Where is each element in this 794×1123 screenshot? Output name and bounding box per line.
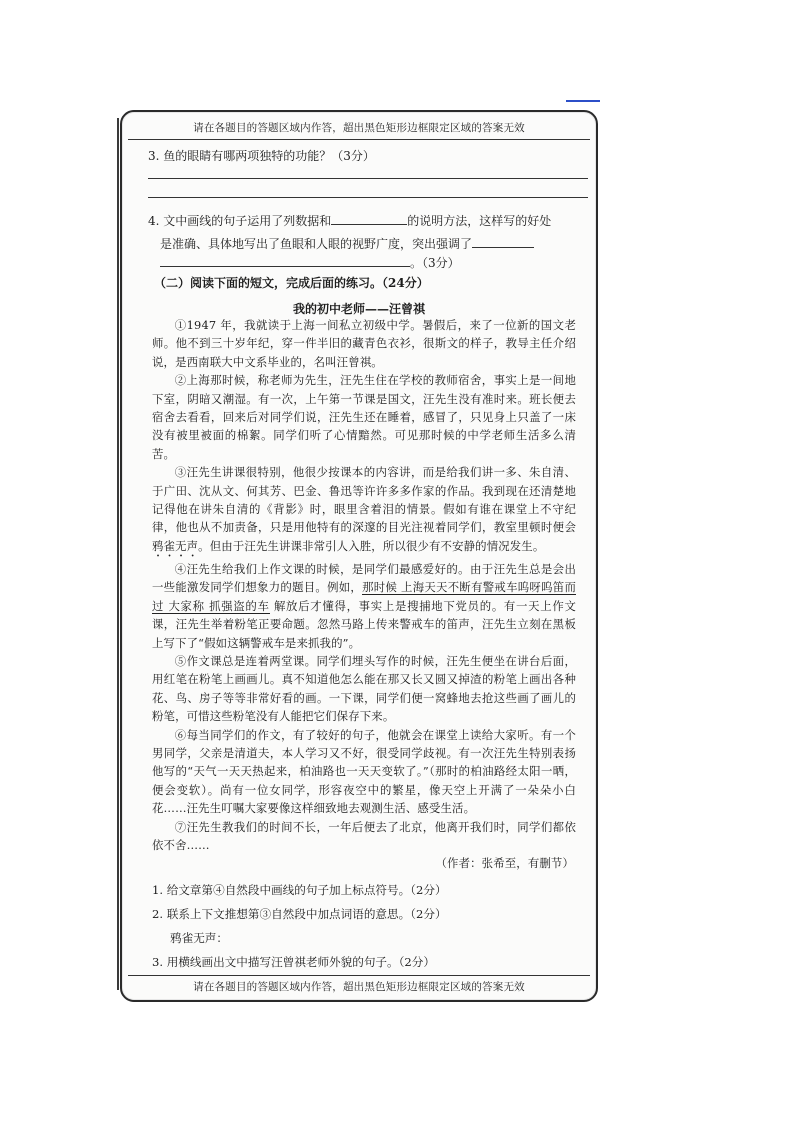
header-notice: 请在各题目的答题区域内作答，超出黑色矩形边框限定区域的答案无效 — [193, 122, 525, 134]
top-link-mark — [566, 100, 600, 102]
answer-line-q3-2[interactable] — [148, 197, 588, 198]
header-divider — [128, 139, 590, 140]
dotted-term: 鸦雀无声 — [152, 538, 199, 553]
question-4-line-2 — [160, 235, 534, 252]
section-2-heading: （二）阅读下面的短文，完成后面的练习。（24分） — [154, 276, 429, 290]
paragraph-7: ⑦汪先生教我们的时间不长，一年后便去了北京，他离开我们时，同学们都依依不舍…… — [152, 819, 576, 852]
paragraph-3-text-b: 。但由于汪先生讲课非常引人入胜，所以很少有不安静的情况发生。 — [198, 538, 545, 553]
subquestion-2: 2. 联系上下文推想第③自然段中加点词语的意思。（2分） — [152, 907, 447, 921]
article-body — [152, 316, 576, 873]
binding-margin-line — [117, 118, 119, 990]
question-3: 3. 鱼的眼睛有哪两项独特的功能？（3分） — [148, 149, 375, 163]
question-4-part-d: 。（3分） — [410, 256, 460, 270]
blank-q4-emphasis-1[interactable] — [472, 235, 534, 248]
paragraph-1: ①1947 年，我就读于上海一间私立初级中学。暑假后，来了一位新的国文老师。他不到三十岁年纪，穿一件半旧的藏青色衣衫，很斯文的样子，教导主任介绍说，是西南联大中文系毕业的，名叫汪曾祺。 — [152, 318, 576, 369]
question-4-part-a: 4. 文中画线的句子运用了列数据和 — [148, 214, 332, 228]
subquestion-1: 1. 给文章第④自然段中画线的句子加上标点符号。（2分） — [152, 883, 447, 897]
answer-line-q3-1[interactable] — [148, 178, 588, 179]
paragraph-3-text-a: ③汪先生讲课很特别，他很少按课本的内容讲，而是给我们讲一多、朱自清、于广田、沈从文、何其芳、巴金、鲁迅等许许多多作家的作品。我到现在还清楚地记得他在讲朱自清的《背影》时，眼里含着泪的情景。假如有谁在课堂上不守纪律，他也从不加责备，只是用他特有的深邃的目光注视着同学们，教室里顿时便会 — [152, 465, 576, 535]
question-4-part-c: 是准确、具体地写出了鱼眼和人眼的视野广度，突出强调了 — [160, 237, 473, 251]
subquestion-3: 3. 用横线画出文中描写汪曾祺老师外貌的句子。（2分） — [152, 955, 435, 969]
paragraph-4-text-a: ④汪先生给我们上作文课的时候，是同学们最感爱好的。由于汪先生总是会出一些能激发同学们想象力的题目。例如， — [152, 561, 576, 595]
question-4-line-1 — [148, 212, 551, 229]
answer-sheet — [120, 110, 598, 1002]
article-source: （作者：张希至，有删节） — [435, 856, 574, 871]
underlined-sentence: 那时候 上海天天不断有警戒车呜呀呜笛而过 大家称 抓强盗的车 — [152, 580, 576, 613]
paragraph-2: ②上海那时候，称老师为先生，汪先生住在学校的教师宿舍，事实上是一间地下室，阴暗又潮湿。有一次，上午第一节课是国文，汪先生没有准时来。班长便去宿舍去看看，回来后对同学们说，汪先生还在睡着，感冒了，只见身上只盖了一床没有被里被面的棉絮。同学们听了心情黯然。可见那时候的中学老师生活多么清苦。 — [152, 373, 576, 461]
blank-q4-emphasis-2[interactable] — [160, 254, 410, 267]
question-4-line-3 — [160, 254, 460, 271]
subquestion-2-term: 鸦雀无声： — [170, 931, 228, 945]
paragraph-5: ⑤作文课总是连着两堂课。同学们埋头写作的时候，汪先生便坐在讲台后面，用红笔在粉笔上画画儿。真不知道他怎么能在那又长又圆又掉渣的粉笔上画出各种花、鸟、房子等等非常好看的画。一下课，同学们便一窝蜂地去抢这些画了画儿的粉笔，可惜这些粉笔没有人能把它们保存下来。 — [152, 653, 576, 724]
paragraph-3 — [152, 463, 576, 560]
footer-divider — [128, 975, 590, 976]
footer-notice: 请在各题目的答题区域内作答，超出黑色矩形边框限定区域的答案无效 — [193, 981, 525, 993]
paragraph-4 — [152, 560, 576, 652]
question-4-part-b: 的说明方法，这样写的好处 — [407, 214, 552, 228]
blank-q4-method[interactable] — [331, 212, 407, 225]
paragraph-4-text-b: 解放后才懂得，事实上是搜捕地下党员的。有一天上作文课，汪先生举着粉笔正要命题。忽然马路上传来警戒车的笛声，汪先生立刻在黑板上写下了“假如这辆警戒车是来抓我的”。 — [152, 598, 576, 650]
article-title: 我的初中老师——汪曾祺 — [292, 302, 425, 316]
paragraph-6: ⑥每当同学们的作文，有了较好的句子，他就会在课堂上读给大家听。有一个男同学，父亲是清道夫，本人学习又不好，很受同学歧视。有一次汪先生特别表扬他写的“天气一天天热起来，柏油路也一天天变软了。”（那时的柏油路经太阳一晒，便会变软）。尚有一位女同学，形容夜空中的繁星，像天空上开满了一朵朵小白花……汪先生叮嘱大家要像这样细致地去观测生活、感受生活。 — [152, 727, 576, 816]
